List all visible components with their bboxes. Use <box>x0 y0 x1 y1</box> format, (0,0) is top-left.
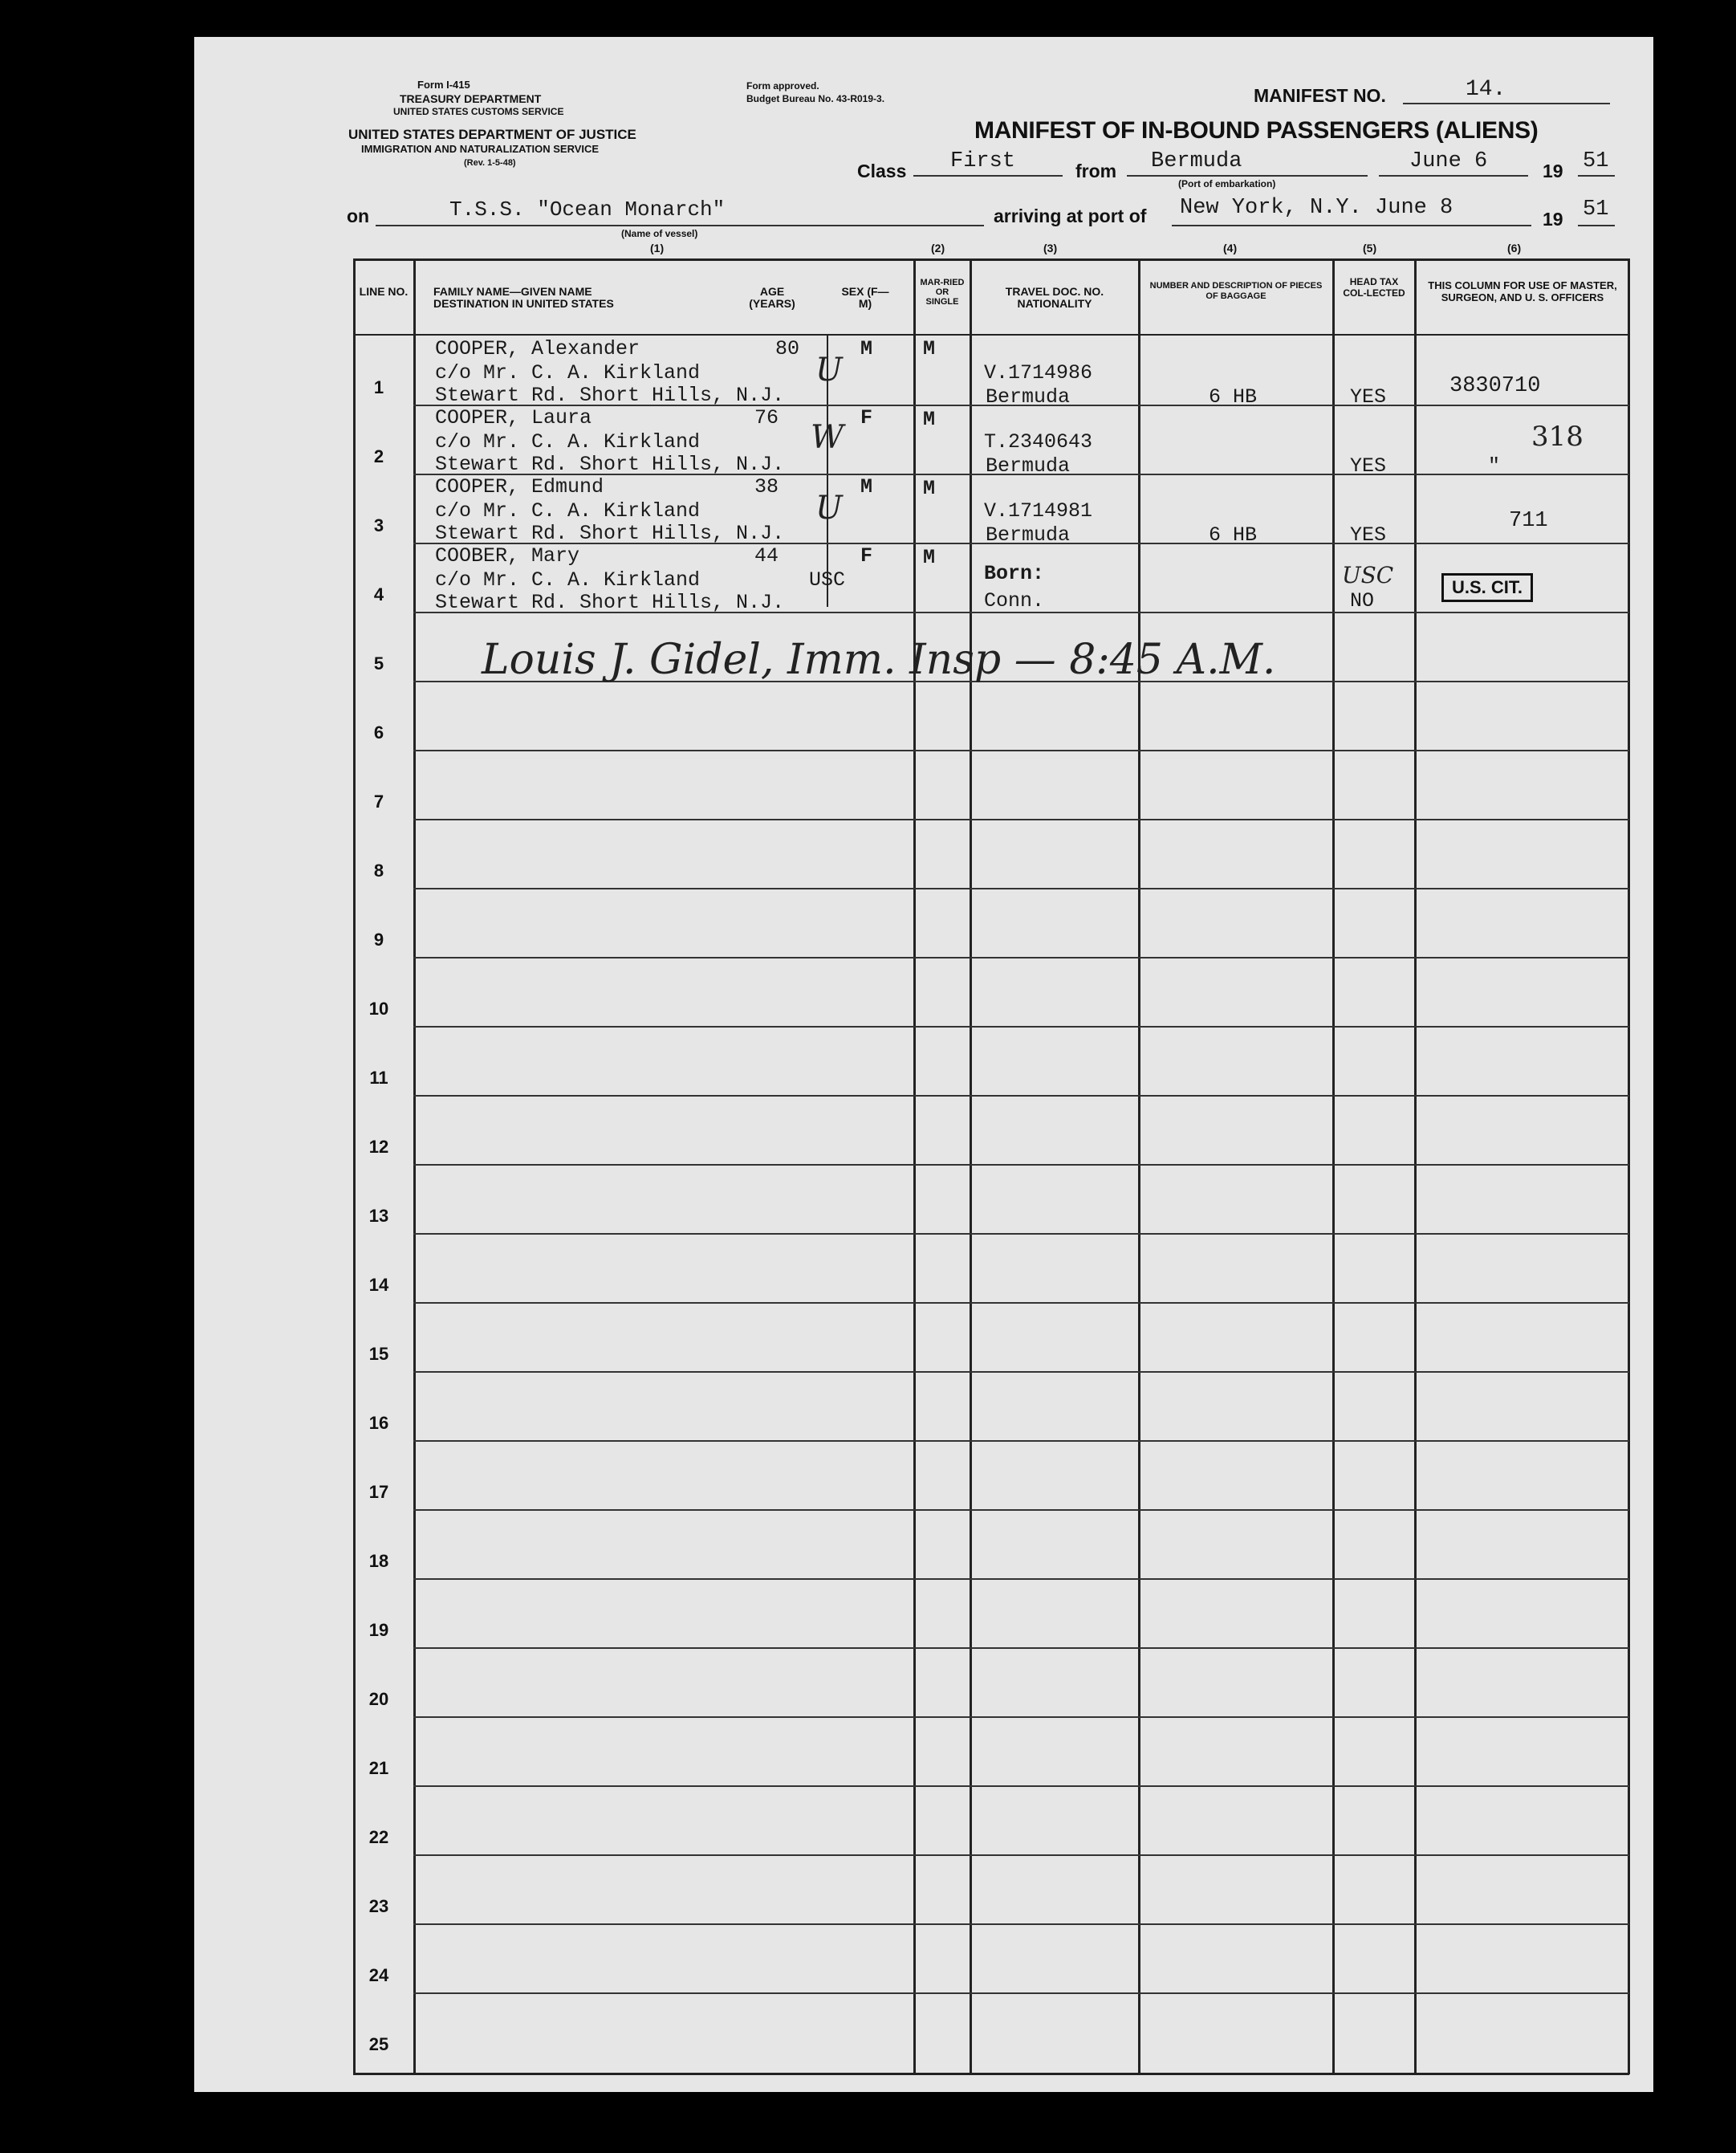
passenger-4-tax: NO <box>1350 589 1375 613</box>
treasury-dept: TREASURY DEPARTMENT <box>400 92 542 105</box>
col-divider-tax <box>1332 258 1335 2074</box>
row-divider <box>413 1923 1629 1925</box>
row-divider <box>413 1785 1629 1787</box>
passenger-4-marital: M <box>923 546 936 569</box>
passenger-4-mark: USC <box>809 568 846 592</box>
row-divider <box>413 1302 1629 1304</box>
row-number: 22 <box>368 1827 389 1847</box>
passenger-4-tax-note: USC <box>1342 562 1394 588</box>
passenger-3-officer: 711 <box>1509 509 1548 533</box>
header-name: FAMILY NAME—GIVEN NAME <box>433 285 592 298</box>
inspector-signature: Louis J. Gidel, Imm. Insp — 8:45 A.M. <box>482 636 1276 684</box>
header-baggage: NUMBER AND DESCRIPTION OF PIECES OF BAGGAGE <box>1149 281 1323 301</box>
header-travel-doc: TRAVEL DOC. NO. <box>1005 285 1104 298</box>
passenger-3-address: Stewart Rd. Short Hills, N.J. <box>435 522 785 545</box>
row-divider <box>413 1509 1629 1511</box>
passenger-2-officer-number: 318 <box>1531 421 1584 453</box>
passenger-3-nationality: Bermuda <box>986 523 1071 547</box>
rev-date: (Rev. 1-5-48) <box>464 158 516 168</box>
row-number: 2 <box>373 446 384 466</box>
passenger-2-care-of: c/o Mr. C. A. Kirkland <box>435 430 701 454</box>
table-bottom-border <box>353 2073 1629 2075</box>
passenger-2-nationality: Bermuda <box>986 454 1071 478</box>
row-divider <box>413 1026 1629 1028</box>
passenger-2-mark: W <box>811 419 844 456</box>
header-destination: DESTINATION IN UNITED STATES <box>433 297 614 310</box>
arrival-year-prefix: 19 <box>1543 209 1563 230</box>
row-number: 10 <box>368 999 389 1019</box>
row-number: 12 <box>368 1137 389 1157</box>
depart-year: 51 <box>1583 149 1609 173</box>
row-number: 7 <box>373 792 384 812</box>
passenger-4-sex: F <box>860 544 873 568</box>
passenger-1-care-of: c/o Mr. C. A. Kirkland <box>435 361 701 385</box>
row-divider <box>413 1578 1629 1580</box>
class-label: Class <box>857 161 907 181</box>
row-number: 19 <box>368 1620 389 1640</box>
vessel-name: T.S.S. "Ocean Monarch" <box>449 197 726 222</box>
passenger-2-doc: T.2340643 <box>984 430 1093 454</box>
customs-service: UNITED STATES CUSTOMS SERVICE <box>393 106 564 117</box>
arrival-port-date: New York, N.Y. June 8 <box>1180 196 1453 220</box>
row-number: 25 <box>368 2034 389 2054</box>
row-divider <box>413 1854 1629 1856</box>
passenger-4-name: COOBER, Mary <box>435 544 580 568</box>
row-divider <box>413 957 1629 958</box>
passenger-2-officer: " <box>1488 454 1501 478</box>
row-number: 20 <box>368 1689 389 1709</box>
passenger-3-doc: V.1714981 <box>984 499 1093 523</box>
col-divider-officers <box>1414 258 1417 2074</box>
passenger-1-tax: YES <box>1350 385 1387 409</box>
header-head-tax: HEAD TAX COL-LECTED <box>1343 276 1405 299</box>
from-value: Bermuda <box>1151 149 1242 173</box>
justice-dept: UNITED STATES DEPARTMENT OF JUSTICE <box>348 127 636 142</box>
passenger-3-sex: M <box>860 475 873 499</box>
passenger-1-marital: M <box>923 337 936 360</box>
row-number: 24 <box>368 1965 389 1985</box>
passenger-1-mark: U <box>815 352 843 389</box>
table-top-border <box>353 258 1629 261</box>
header-sex: SEX (F—M) <box>841 285 889 310</box>
row-divider <box>413 750 1629 751</box>
ins-service: IMMIGRATION AND NATURALIZATION SERVICE <box>361 143 600 155</box>
passenger-1-officer: 3830710 <box>1449 374 1541 398</box>
manifest-no-line <box>1403 103 1610 104</box>
row-divider <box>413 1095 1629 1097</box>
passenger-3-care-of: c/o Mr. C. A. Kirkland <box>435 499 701 523</box>
form-number: Form I-415 <box>417 79 470 91</box>
header-officers: THIS COLUMN FOR USE OF MASTER, SURGEON, AND U. S. OFFICERS <box>1428 279 1617 303</box>
table-right-border <box>1628 258 1630 2074</box>
manifest-no-value: 14. <box>1466 77 1506 102</box>
row-divider <box>413 1371 1629 1373</box>
col-num-5: (5) <box>1363 242 1377 254</box>
arrival-year-line <box>1578 225 1615 226</box>
on-label: on <box>347 206 370 226</box>
passenger-2-sex: F <box>860 406 873 429</box>
from-label: from <box>1075 161 1117 181</box>
col-num-4: (4) <box>1223 242 1238 254</box>
passenger-4-address: Stewart Rd. Short Hills, N.J. <box>435 591 785 614</box>
passenger-2-name: COOPER, Laura <box>435 406 592 429</box>
passenger-3-baggage: 6 HB <box>1209 523 1258 547</box>
row-divider <box>413 1233 1629 1235</box>
row-divider <box>413 819 1629 820</box>
passenger-4-doc: Born: <box>984 562 1045 585</box>
arriving-label: arriving at port of <box>994 206 1147 226</box>
from-line <box>1127 175 1368 177</box>
passenger-4-age: 44 <box>754 544 779 568</box>
row-number: 18 <box>368 1551 389 1571</box>
passenger-4-care-of: c/o Mr. C. A. Kirkland <box>435 568 701 592</box>
passenger-2-address: Stewart Rd. Short Hills, N.J. <box>435 453 785 476</box>
depart-date: June 6 <box>1409 149 1488 173</box>
row-number: 13 <box>368 1206 389 1226</box>
header-nationality: NATIONALITY <box>1017 297 1092 310</box>
passenger-1-sex: M <box>860 337 873 360</box>
row-divider <box>413 1647 1629 1649</box>
col-divider-baggage <box>1138 258 1140 2074</box>
row-number: 3 <box>373 515 384 535</box>
port-caption: (Port of embarkation) <box>1178 178 1276 189</box>
depart-year-line <box>1578 175 1615 177</box>
row-number: 11 <box>369 1068 388 1088</box>
vessel-caption: (Name of vessel) <box>621 228 698 239</box>
passenger-1-age: 80 <box>775 337 800 360</box>
row-number: 9 <box>373 930 384 950</box>
col-num-6: (6) <box>1507 242 1522 254</box>
row-divider <box>413 1992 1629 1994</box>
header-line-no: LINE NO. <box>359 285 409 298</box>
vessel-line <box>376 225 984 226</box>
passenger-2-marital: M <box>923 408 936 431</box>
row-number: 15 <box>368 1344 389 1364</box>
form-approved: Form approved. <box>746 80 819 92</box>
arrival-year: 51 <box>1583 197 1609 222</box>
col-num-2: (2) <box>931 242 945 254</box>
row-divider <box>413 1716 1629 1718</box>
passenger-3-name: COOPER, Edmund <box>435 475 604 499</box>
passenger-3-marital: M <box>923 477 936 500</box>
col-divider-married <box>913 258 916 2074</box>
passenger-1-name: COOPER, Alexander <box>435 337 640 360</box>
passenger-3-age: 38 <box>754 475 779 499</box>
row-number: 5 <box>373 653 384 674</box>
col-divider-lineno <box>413 258 416 2074</box>
row-number: 21 <box>368 1758 389 1778</box>
row-number: 14 <box>368 1275 389 1295</box>
col-num-1: (1) <box>650 242 665 254</box>
row-divider <box>413 888 1629 889</box>
passenger-3-mark: U <box>815 490 843 527</box>
depart-year-prefix: 19 <box>1543 161 1563 181</box>
header-bottom-border <box>353 334 1629 336</box>
passenger-1-nationality: Bermuda <box>986 385 1071 409</box>
row-number: 23 <box>368 1896 389 1916</box>
table-left-border <box>353 258 356 2074</box>
arrival-line <box>1172 225 1531 226</box>
class-line <box>913 175 1063 177</box>
col-num-3: (3) <box>1043 242 1058 254</box>
col-divider-doc <box>970 258 972 2074</box>
manifest-no-label: MANIFEST NO. <box>1254 85 1386 106</box>
row-number: 6 <box>373 722 384 743</box>
row-number: 8 <box>373 861 384 881</box>
class-value: First <box>950 149 1016 173</box>
passenger-1-baggage: 6 HB <box>1209 385 1258 409</box>
row-number: 4 <box>373 584 384 604</box>
passenger-1-address: Stewart Rd. Short Hills, N.J. <box>435 384 785 407</box>
passenger-1-doc: V.1714986 <box>984 361 1093 385</box>
row-number: 1 <box>373 377 384 397</box>
passenger-3-tax: YES <box>1350 523 1387 547</box>
header-married: MAR-RIED OR SINGLE <box>920 278 965 307</box>
row-divider <box>413 1440 1629 1442</box>
row-number: 16 <box>368 1413 389 1433</box>
us-citizen-stamp: U.S. CIT. <box>1441 573 1533 602</box>
passenger-2-tax: YES <box>1350 454 1387 478</box>
manifest-title: MANIFEST OF IN-BOUND PASSENGERS (ALIENS) <box>974 117 1539 144</box>
depart-date-line <box>1379 175 1528 177</box>
header-age: AGE (YEARS) <box>749 285 795 310</box>
passenger-4-nationality: Conn. <box>984 589 1045 613</box>
row-divider <box>413 1164 1629 1166</box>
passenger-2-age: 76 <box>754 406 779 429</box>
budget-bureau: Budget Bureau No. 43-R019-3. <box>746 93 885 104</box>
row-number: 17 <box>368 1482 389 1502</box>
